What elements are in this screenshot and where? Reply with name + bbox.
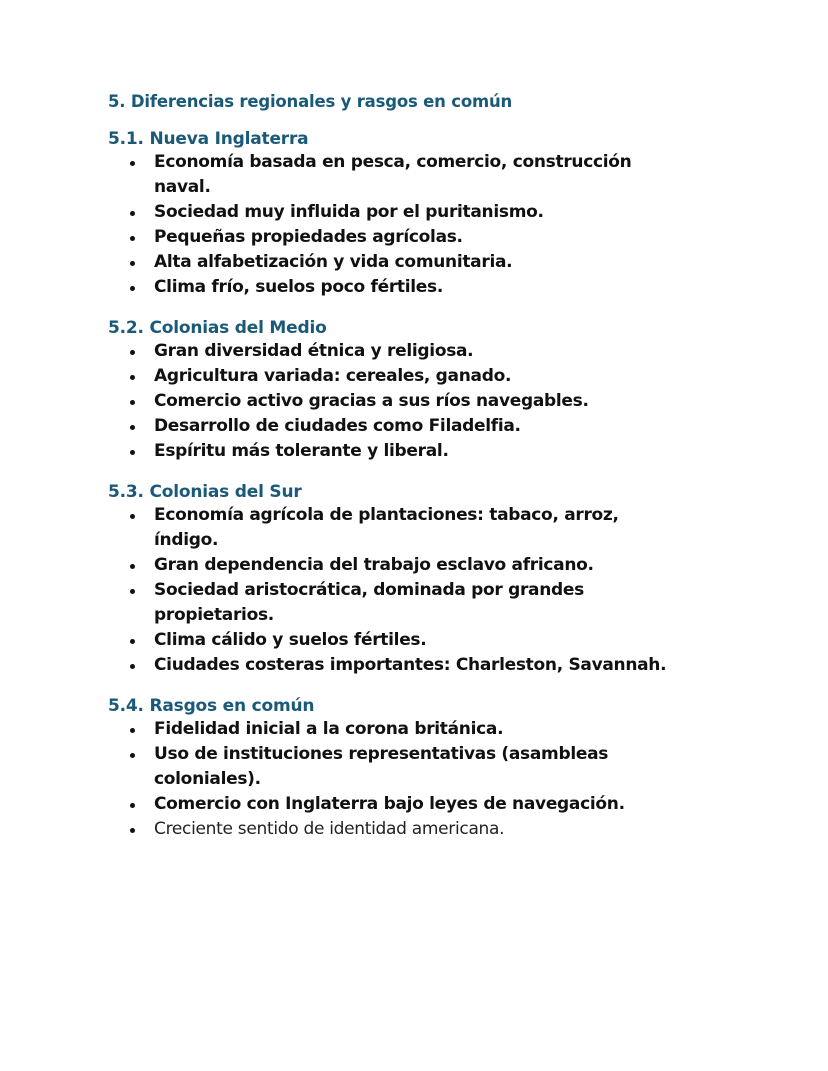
list-item: [108, 628, 668, 653]
bullet-icon: [130, 564, 135, 569]
bullet-icon: [130, 211, 135, 216]
list-item: [108, 225, 668, 250]
section-main-heading: 5. Diferencias regionales y rasgos en común: [108, 92, 513, 111]
list-item-text: Sociedad aristocrática, dominada por grandes propietarios.: [154, 580, 584, 625]
list-item-text: Gran diversidad étnica y religiosa.: [154, 341, 474, 361]
list-item-text: Clima frío, suelos poco fértiles.: [154, 277, 444, 297]
bullet-icon: [130, 425, 135, 430]
list-item-text: Comercio con Inglaterra bajo leyes de navegación.: [154, 794, 625, 814]
list-item-text: Sociedad muy influida por el puritanismo.: [154, 202, 544, 222]
list-item-text: Alta alfabetización y vida comunitaria.: [154, 252, 513, 272]
list-item: [108, 717, 668, 742]
bullet-icon: [130, 450, 135, 455]
bullet-icon: [130, 514, 135, 519]
list-item: [108, 150, 668, 200]
list-item-text: Uso de instituciones representativas (asambleas coloniales).: [154, 744, 609, 789]
bullet-icon: [130, 400, 135, 405]
subsection-heading-colonias-medio: 5.2. Colonias del Medio: [108, 318, 327, 338]
list-item: [108, 503, 668, 553]
bullet-list-nueva-inglaterra: [108, 150, 668, 300]
list-item-text: Gran dependencia del trabajo esclavo africano.: [154, 555, 594, 575]
bullet-icon: [130, 753, 135, 758]
list-item: [108, 792, 668, 817]
list-item-text: Desarrollo de ciudades como Filadelfia.: [154, 416, 521, 436]
list-item-text: Agricultura variada: cereales, ganado.: [154, 366, 512, 386]
list-item: [108, 439, 668, 464]
list-item: [108, 339, 668, 364]
bullet-icon: [130, 261, 135, 266]
list-item-text: Ciudades costeras importantes: Charleston, Savannah.: [154, 655, 667, 675]
bullet-icon: [130, 664, 135, 669]
list-item: [108, 653, 668, 678]
bullet-icon: [130, 236, 135, 241]
subsection-heading-colonias-sur: 5.3. Colonias del Sur: [108, 482, 302, 502]
list-item-text: Pequeñas propiedades agrícolas.: [154, 227, 463, 247]
bullet-list-rasgos-comun: [108, 717, 668, 842]
bullet-list-colonias-medio: [108, 339, 668, 464]
bullet-icon: [130, 161, 135, 166]
list-item-text: Fidelidad inicial a la corona británica.: [154, 719, 504, 739]
list-item-text: Economía agrícola de plantaciones: tabaco, arroz, índigo.: [154, 505, 619, 550]
bullet-icon: [130, 828, 135, 833]
list-item: [108, 389, 668, 414]
list-item: [108, 742, 668, 792]
list-item-text: Comercio activo gracias a sus ríos navegables.: [154, 391, 589, 411]
bullet-icon: [130, 728, 135, 733]
bullet-list-colonias-sur: [108, 503, 668, 678]
list-item: [108, 553, 668, 578]
list-item: [108, 250, 668, 275]
list-item-text: Creciente sentido de identidad americana.: [154, 819, 505, 839]
list-item: [108, 817, 668, 842]
list-item: [108, 364, 668, 389]
list-item: [108, 275, 668, 300]
bullet-icon: [130, 589, 135, 594]
bullet-icon: [130, 639, 135, 644]
bullet-icon: [130, 375, 135, 380]
bullet-icon: [130, 286, 135, 291]
list-item-text: Clima cálido y suelos fértiles.: [154, 630, 427, 650]
document-content: [108, 91, 668, 842]
subsection-heading-rasgos-comun: 5.4. Rasgos en común: [108, 696, 315, 716]
bullet-icon: [130, 803, 135, 808]
list-item-text: Economía basada en pesca, comercio, construcción naval.: [154, 152, 632, 197]
subsection-heading-nueva-inglaterra: 5.1. Nueva Inglaterra: [108, 129, 309, 149]
list-item: [108, 414, 668, 439]
list-item: [108, 578, 668, 628]
list-item: [108, 200, 668, 225]
bullet-icon: [130, 350, 135, 355]
list-item-text: Espíritu más tolerante y liberal.: [154, 441, 449, 461]
